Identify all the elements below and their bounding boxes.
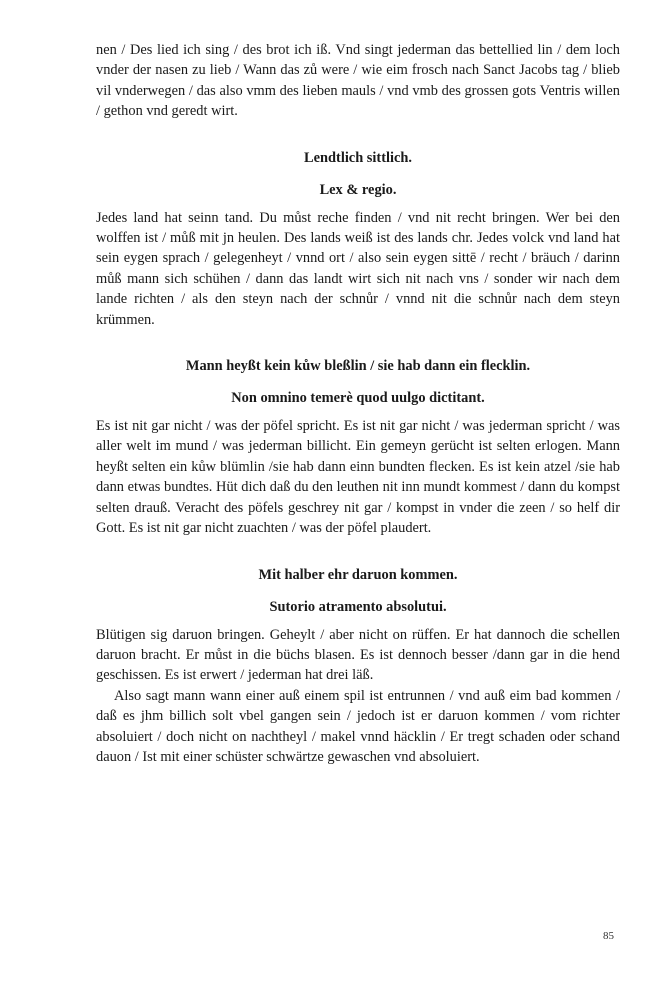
spacer [96,122,620,148]
section-subtitle: Lex & regio. [319,181,397,198]
spacer [96,376,620,388]
spacer [96,408,620,416]
section-subtitle: Sutorio atramento absolutui. [269,598,447,615]
body-paragraph: Blütigen sig daruon bringen. Geheylt / aber nicht on rüffen. Er hat dannoch die schellen daruon bracht. Er můst in die büchs blasen. Es ist dennoch besser /dann gar in die hend geschissen. Es ist erwert / jederman hat drei läß. [96,626,620,684]
section-title: Mann heyßt kein kůw bleßlin / sie hab dann ein flecklin. [185,358,531,375]
body-paragraph: Es ist nit gar nicht / was der pöfel spricht. Es ist nit gar nicht / was jederman spricht / was aller welt im mund / was jederman billicht. Ein gemeyn gerücht ist selten erlogen. Mann heyßt selten ein kůw blümlin /sie hab dann einn bundten flecken. Es ist kein atzel /sie hab dann etwas bundtes. Hüt dich daß du den leuthen nit inn mundt kommest / dann du kompst selten drauß. Veracht des pöfels geschrey nit gar / kompst in vnder die zeen / so helf dir Gott. Es ist nit gar nicht zuachten / was der pöfel plaudert. [96,418,620,537]
spacer [96,585,620,597]
spacer [96,330,620,356]
spacer [96,617,620,625]
spacer [96,539,620,565]
body-paragraph: Also sagt mann wann einer auß einem spil ist entrunnen / vnd auß eim bad kommen / daß es jhm billich solt vbel gangen sein / jedoch ist er daruon kommen / vom richter absoluiert / doch nicht on nachtheyl / makel vnnd häcklin / Er tregt schaden oder schand dauon / Ist mit einer schüster schwärtze gewaschen vnd absoluiert. [96,687,620,765]
page-number: 85 [603,930,614,942]
body-paragraph: Jedes land hat seinn tand. Du můst reche finden / vnd nit recht bringen. Wer bei den wolffen ist / můß mit jn heulen. Des lands weiß ist des lands chr. Jedes volck vnd land hat sein eygen sprach / gelegenheyt / vnnd ort / also sein eygen sittē / recht / bräuch / darinn můß mann sich schühen / dann das landt wirt sich nit nach vns / sonder wir nach dem lande richten / als den steyn nach der schnůr / vnnd nit die schnůr nach dem steyn krümmen. [96,209,620,328]
section-title: Lendtlich sittlich. [304,149,412,166]
spacer [96,168,620,180]
page-body [96,40,620,767]
body-paragraph: nen / Des lied ich sing / des brot ich iß. Vnd singt jederman das bettellied lin / dem loch vnder der nasen zu lieb / Wann das zů were / wie eim frosch nach Sanct Jacobs tag / blieb vil vnderwegen / das also vmm des lieben mauls / vnd vmb des grossen gots Ventris willen / gethon vnd geredt wirt. [96,42,620,120]
section-title: Mit halber ehr daruon kommen. [258,566,458,583]
section-subtitle: Non omnino temerè quod uulgo dictitant. [231,390,485,407]
spacer [96,200,620,208]
